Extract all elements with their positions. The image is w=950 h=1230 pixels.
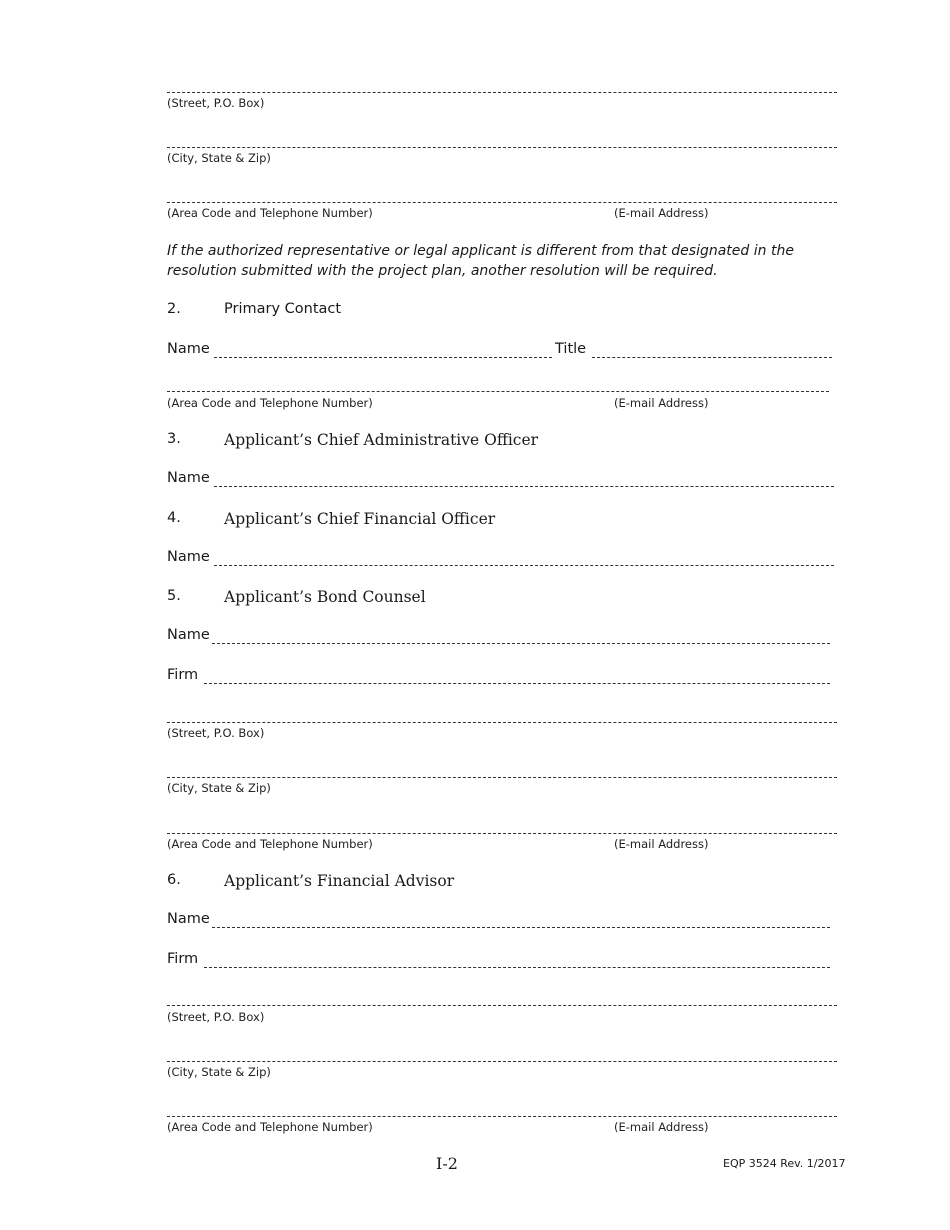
primary-contact-title-line[interactable] — [592, 357, 832, 358]
bond-counsel-firm-label: Firm — [167, 667, 199, 683]
financial-advisor-name-line[interactable] — [212, 927, 830, 928]
financial-advisor-city-caption: (City, State & Zip) — [167, 1065, 271, 1079]
cao-name-line[interactable] — [214, 486, 834, 487]
financial-advisor-city-line[interactable] — [167, 1061, 837, 1062]
bond-counsel-phone-email-line[interactable] — [167, 833, 837, 834]
section-2-number: 2. — [167, 301, 181, 317]
bond-counsel-firm-line[interactable] — [204, 683, 830, 684]
primary-contact-name-label: Name — [167, 341, 210, 357]
primary-contact-email-caption: (E-mail Address) — [614, 396, 709, 410]
section-5-title: Applicant’s Bond Counsel — [224, 588, 426, 606]
email-caption: (E-mail Address) — [614, 206, 709, 220]
primary-contact-name-line[interactable] — [214, 357, 552, 358]
financial-advisor-firm-label: Firm — [167, 951, 199, 967]
city-caption: (City, State & Zip) — [167, 151, 271, 165]
section-6-title: Applicant’s Financial Advisor — [224, 872, 455, 890]
bond-counsel-email-caption: (E-mail Address) — [614, 837, 709, 851]
section-3-number: 3. — [167, 431, 181, 447]
primary-contact-title-label: Title — [555, 341, 587, 357]
bond-counsel-city-caption: (City, State & Zip) — [167, 781, 271, 795]
section-5-number: 5. — [167, 588, 181, 604]
resolution-note: If the authorized representative or legal applicant is different from that designated in the resolution submitted with the project plan, another resolution will be required. — [167, 243, 794, 279]
cao-name-label: Name — [167, 470, 210, 486]
bond-counsel-city-line[interactable] — [167, 777, 837, 778]
section-3-title: Applicant’s Chief Administrative Officer — [224, 431, 539, 449]
bond-counsel-phone-caption: (Area Code and Telephone Number) — [167, 837, 373, 851]
primary-contact-phone-caption: (Area Code and Telephone Number) — [167, 396, 373, 410]
section-2-title: Primary Contact — [224, 301, 342, 317]
section-4-number: 4. — [167, 510, 181, 526]
financial-advisor-street-line[interactable] — [167, 1005, 837, 1006]
cfo-name-line[interactable] — [214, 565, 834, 566]
city-line[interactable] — [167, 147, 837, 148]
primary-contact-phone-email-line[interactable] — [167, 391, 829, 392]
section-6-number: 6. — [167, 872, 181, 888]
financial-advisor-firm-line[interactable] — [204, 967, 830, 968]
bond-counsel-name-label: Name — [167, 627, 210, 643]
bond-counsel-name-line[interactable] — [212, 643, 830, 644]
financial-advisor-phone-email-line[interactable] — [167, 1116, 837, 1117]
financial-advisor-phone-caption: (Area Code and Telephone Number) — [167, 1120, 373, 1134]
financial-advisor-street-caption: (Street, P.O. Box) — [167, 1010, 265, 1024]
bond-counsel-street-caption: (Street, P.O. Box) — [167, 726, 265, 740]
phone-caption: (Area Code and Telephone Number) — [167, 206, 373, 220]
page-number: I-2 — [436, 1154, 458, 1173]
bond-counsel-street-line[interactable] — [167, 722, 837, 723]
street-caption: (Street, P.O. Box) — [167, 96, 265, 110]
street-line[interactable] — [167, 92, 837, 93]
financial-advisor-email-caption: (E-mail Address) — [614, 1120, 709, 1134]
cfo-name-label: Name — [167, 549, 210, 565]
financial-advisor-name-label: Name — [167, 911, 210, 927]
section-4-title: Applicant’s Chief Financial Officer — [224, 510, 496, 528]
form-code: EQP 3524 Rev. 1/2017 — [723, 1157, 846, 1170]
phone-email-line[interactable] — [167, 202, 837, 203]
